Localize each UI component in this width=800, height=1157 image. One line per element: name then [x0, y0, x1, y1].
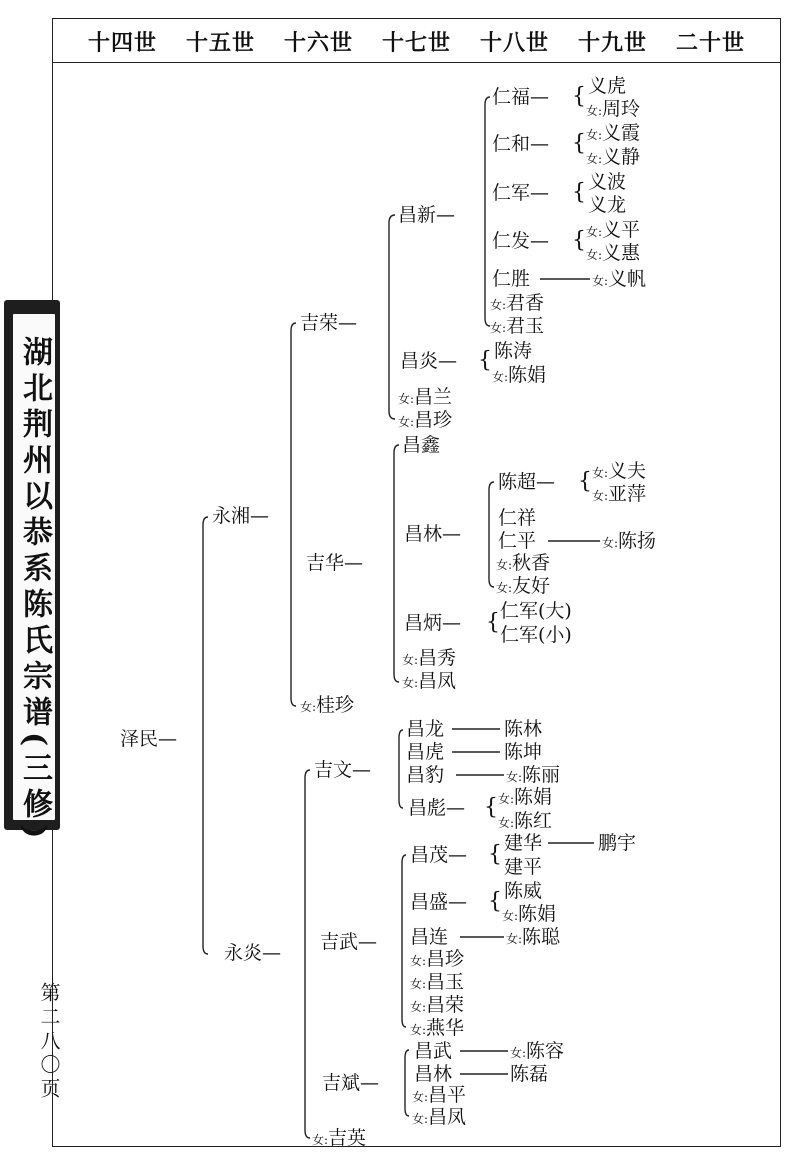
person-yixia: 女:义霞 [586, 122, 641, 144]
person-chenjuan2: 女:陈娟 [498, 786, 553, 808]
person-yiping: 女:义平 [586, 219, 641, 241]
person-junxiang: 女:君香 [490, 292, 545, 314]
person-changyu: 女:昌玉 [410, 971, 465, 993]
person-changxin2: 昌鑫 [402, 434, 441, 456]
person-changlong: 昌龙 [406, 718, 445, 740]
person-yilong: 义龙 [588, 194, 627, 216]
person-chenjuan3: 女:陈娟 [502, 903, 557, 925]
person-yanhua: 女:燕华 [410, 1017, 465, 1039]
person-changmao: 昌茂— [410, 844, 468, 866]
person-yihu: 义虎 [588, 75, 627, 97]
person-yibo: 义波 [588, 171, 627, 193]
person-renhe: 仁和— [492, 133, 550, 155]
person-rensheng: 仁胜 [492, 268, 531, 290]
person-changlan: 女:昌兰 [398, 386, 453, 408]
person-yongyan: 永炎— [224, 942, 282, 964]
generation-header-14: 十四世 [88, 30, 158, 56]
generation-header-19: 十九世 [578, 30, 648, 56]
person-chenhong: 女:陈红 [498, 810, 553, 832]
person-changzhen: 女:昌珍 [398, 409, 453, 431]
person-yifu: 女:义夫 [592, 460, 647, 482]
brace: { [572, 180, 586, 205]
brace: { [572, 131, 586, 156]
person-changfeng2: 女:昌凤 [412, 1106, 467, 1128]
person-chenjuan: 女:陈娟 [492, 364, 547, 386]
person-jiwen: 吉文— [314, 759, 372, 781]
person-changwu: 昌武 [414, 1040, 453, 1062]
person-jibin: 吉斌— [322, 1072, 380, 1094]
generation-header-15: 十五世 [186, 30, 256, 56]
brace: { [488, 842, 502, 867]
person-chenyang: 女:陈扬 [602, 530, 657, 552]
person-jiying: 女:吉英 [312, 1127, 367, 1149]
person-yongxiang: 永湘— [212, 505, 270, 527]
person-jihua: 吉华— [306, 552, 364, 574]
person-chenkun: 陈坤 [504, 741, 543, 763]
person-zemin: 泽民— [120, 728, 178, 750]
person-jianping: 建平 [504, 856, 543, 878]
person-changsheng: 昌盛— [410, 891, 468, 913]
person-changlin2: 昌林 [414, 1063, 453, 1085]
generation-header-20: 二十世 [676, 30, 746, 56]
brace: { [572, 84, 586, 109]
person-jianhua: 建华 [504, 832, 543, 854]
person-chencong: 女:陈聪 [506, 926, 561, 948]
person-changping: 女:昌平 [412, 1084, 467, 1106]
person-yihui: 女:义惠 [586, 242, 641, 264]
person-chenli: 女:陈丽 [506, 764, 561, 786]
person-qiuxiang: 女:秋香 [496, 552, 551, 574]
person-renxiang: 仁祥 [498, 507, 537, 529]
person-changxin: 昌新— [398, 204, 456, 226]
side-subtitle: (三修) [17, 732, 52, 845]
person-changfeng: 女:昌凤 [402, 670, 457, 692]
person-chenrong: 女:陈容 [510, 1040, 565, 1062]
person-jiwu: 吉武— [320, 931, 378, 953]
person-youhao: 女:友好 [496, 575, 551, 597]
person-jirong: 吉荣— [300, 312, 358, 334]
person-chenlin: 陈林 [504, 718, 543, 740]
person-changxiu: 女:昌秀 [402, 647, 457, 669]
person-renping: 仁平 [498, 530, 537, 552]
person-changzhen2: 女:昌珍 [410, 948, 465, 970]
person-guizhen: 女:桂珍 [300, 694, 355, 716]
person-renjun: 仁军— [492, 182, 550, 204]
person-renjun-da: 仁军(大) [500, 600, 572, 622]
person-changlin: 昌林— [404, 523, 462, 545]
person-changrong: 女:昌荣 [410, 994, 465, 1016]
person-changbao: 昌豹 [406, 764, 445, 786]
person-zhouling: 女:周玲 [586, 98, 641, 120]
person-junyu: 女:君玉 [490, 315, 545, 337]
brace: { [572, 228, 586, 253]
person-changyan: 昌炎— [400, 350, 458, 372]
brace: { [486, 610, 500, 635]
brace: { [484, 795, 498, 820]
person-changbiao: 昌彪— [408, 797, 466, 819]
person-renfu: 仁福— [492, 86, 550, 108]
person-changlian: 昌连 [410, 926, 449, 948]
person-yaping: 女:亚萍 [592, 483, 647, 505]
person-chenchao: 陈超— [498, 471, 556, 493]
brace: { [488, 889, 502, 914]
person-yifan: 女:义帆 [592, 268, 647, 290]
generation-header-18: 十八世 [480, 30, 550, 56]
side-title: 湖北荆州以恭系陈氏宗谱(三修) [17, 336, 52, 845]
person-changhu: 昌虎 [406, 741, 445, 763]
brace: { [578, 469, 592, 494]
person-pengyu: 鹏宇 [598, 832, 637, 854]
person-yijing: 女:义静 [586, 146, 641, 168]
generation-header-17: 十七世 [382, 30, 452, 56]
generation-header-16: 十六世 [284, 30, 354, 56]
brace: { [478, 348, 492, 373]
person-renfa: 仁发— [492, 230, 550, 252]
person-changbing: 昌炳— [404, 612, 462, 634]
person-chenlei: 陈磊 [510, 1063, 549, 1085]
person-chenwei: 陈威 [504, 880, 543, 902]
person-renjun-xiao: 仁军(小) [500, 624, 572, 646]
page-number: 第二八〇页 [37, 982, 61, 1102]
person-chentao: 陈涛 [494, 340, 533, 362]
